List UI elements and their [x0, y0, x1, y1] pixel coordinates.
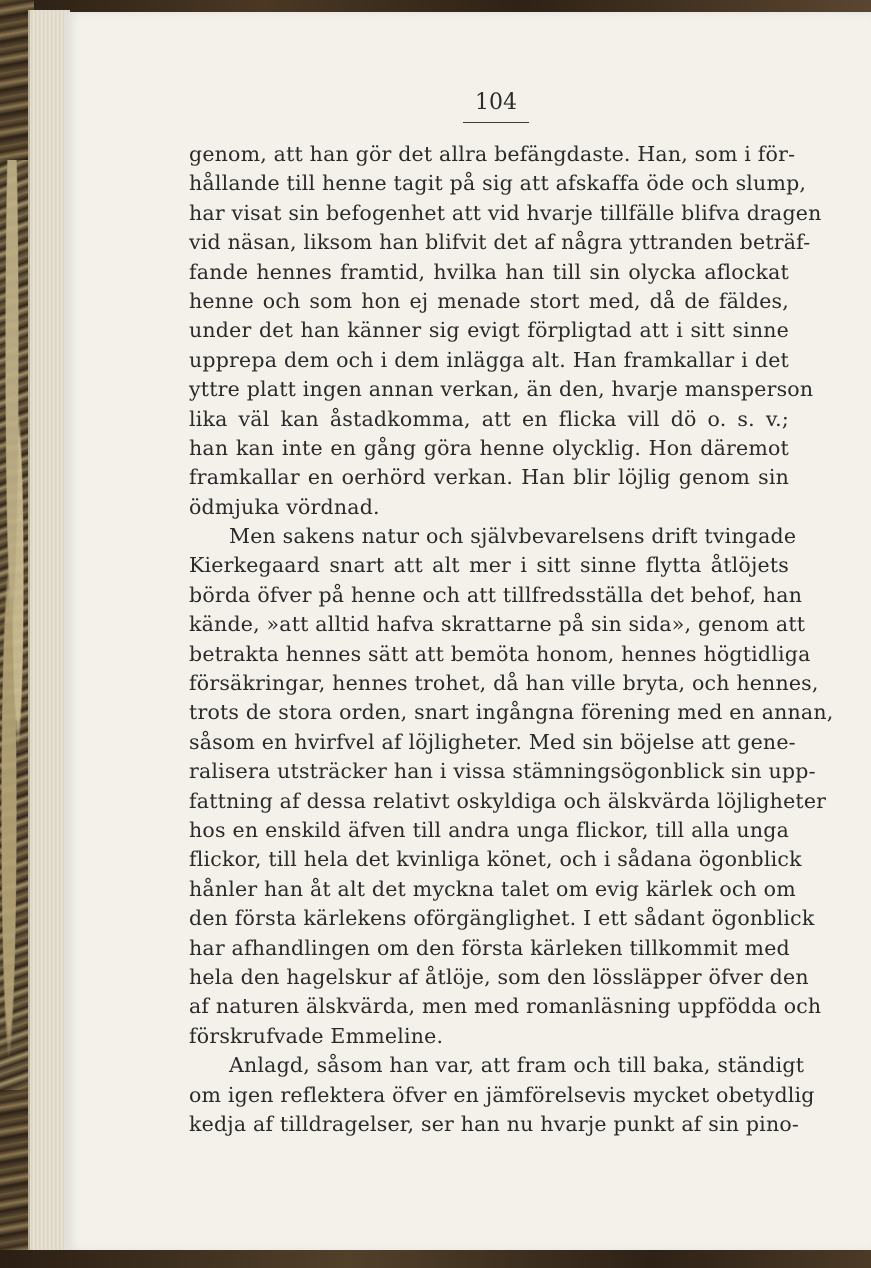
text-line: upprepa dem och i dem inlägga alt. Han framkallar i det	[189, 347, 789, 372]
text-line: han kan inte en gång göra henne olycklig. Hon däremot	[189, 435, 789, 460]
text-line: hållande till henne tagit på sig att afskaffa öde och slump,	[189, 171, 807, 196]
text-line: ralisera utsträcker han i vissa stämningsögonblick sin upp-	[189, 759, 816, 784]
text-line: genom, att han gör det allra befängdaste. Han, som i för-	[189, 142, 796, 166]
text-line: den första kärlekens oförgänglighet. I ett sådant ögonblick	[189, 906, 815, 931]
text-line: ödmjuka vördnad.	[189, 494, 380, 519]
text-line: försäkringar, hennes trohet, då han ville bryta, och hennes,	[189, 671, 819, 696]
text-line: hånler han åt alt det myckna talet om evig kärlek och om	[189, 876, 796, 901]
text-line: framkallar en oerhörd verkan. Han blir löjlig genom sin	[189, 465, 789, 490]
text-line: har afhandlingen om den första kärleken tillkommit med	[189, 935, 790, 960]
page-number-rule	[463, 122, 529, 123]
text-line: henne och som hon ej menade stort med, då de fäldes,	[189, 288, 789, 313]
text-line: förskrufvade Emmeline.	[189, 1023, 444, 1048]
text-line: om igen reflektera öfver en jämförelsevis mycket obetydlig	[189, 1082, 815, 1107]
paragraph-start-line: Anlagd, såsom han var, att fram och till baka, ständigt	[229, 1053, 805, 1078]
paragraph-start-line: Men sakens natur och självbevarelsens drift tvingade	[229, 524, 797, 549]
page-number: 104	[475, 90, 517, 115]
text-line: har visat sin befogenhet att vid hvarje tillfälle blifva dragen	[189, 200, 822, 225]
text-line: flickor, till hela det kvinliga könet, och i sådana ögonblick	[189, 847, 802, 872]
marbled-binding	[0, 160, 30, 1090]
text-line: trots de stora orden, snart ingångna förening med en annan,	[189, 700, 834, 725]
text-line: börda öfver på henne och att tillfredsställa det behof, han	[189, 582, 803, 607]
binding-bottom-edge	[0, 1250, 871, 1268]
text-line: fande hennes framtid, hvilka han till sin olycka aflockat	[189, 259, 789, 284]
text-line: hela den hagelskur af åtlöje, som den lössläpper öfver den	[189, 964, 809, 989]
text-line: hos en enskild äfven till andra unga flickor, till alla unga	[189, 817, 789, 842]
text-line: kedja af tilldragelser, ser han nu hvarje punkt af sin pino-	[189, 1111, 800, 1136]
text-line: fattning af dessa relativt oskyldiga och älskvärda löjligheter	[189, 788, 827, 813]
text-line: yttre platt ingen annan verkan, än den, hvarje mansperson	[189, 377, 814, 402]
text-line: lika väl kan åstadkomma, att en flicka vill dö o. s. v.;	[189, 406, 789, 431]
text-line: af naturen älskvärda, men med romanläsning uppfödda och	[189, 994, 822, 1019]
text-line: vid näsan, liksom han blifvit det af några yttranden beträf-	[189, 230, 811, 255]
text-line: såsom en hvirfvel af löjligheter. Med sin böjelse att gene-	[189, 729, 796, 754]
text-line: kände, »att alltid hafva skrattarne på sin sida», genom att	[189, 612, 806, 637]
text-line: Kierkegaard snart att alt mer i sitt sinne flytta åtlöjets	[189, 553, 789, 578]
text-line: under det han känner sig evigt förpligtad att i sitt sinne	[189, 318, 789, 343]
body-text	[189, 140, 834, 1139]
text-line: betrakta hennes sätt att bemöta honom, hennes högtidliga	[189, 641, 811, 666]
